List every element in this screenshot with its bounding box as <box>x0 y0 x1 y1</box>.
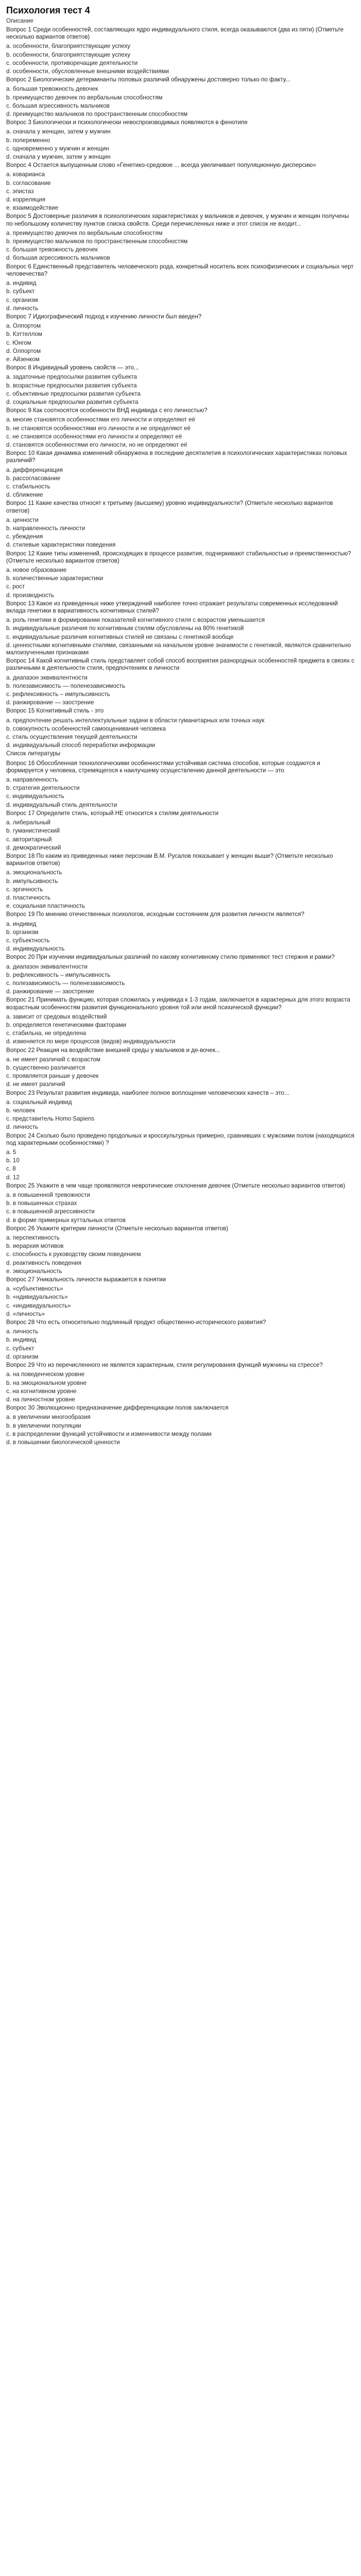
question-block <box>6 26 355 75</box>
question-text: Вопрос 4 Остается выпущенным слово «Генетико-средовое ... всегда увеличивает популяционную дисперсию» <box>6 162 316 169</box>
question-block <box>6 119 355 161</box>
answer-option: d. реактивность поведения <box>6 1259 81 1266</box>
answer-option: b. 10 <box>6 1157 20 1164</box>
answer-option: b. преимущество мальчиков по пространственным способностям <box>6 238 188 245</box>
question-block <box>6 263 355 312</box>
answer-option: c. не становятся особенностями его личности и определяют её <box>6 433 182 440</box>
question-text: Вопрос 6 Единственный представитель человеческого рода, конкретный носитель всех психофизических и социальных черт человечества? <box>6 263 354 277</box>
answer-option: b. особенности, благоприятствующие успеху <box>6 51 131 58</box>
answer-option: d. социальные предпосылки развития субъекта <box>6 398 139 405</box>
answer-option: d. становятся особенностями его личности, но не определяют её <box>6 441 187 448</box>
answer-option: d. личность <box>6 1124 39 1131</box>
answer-option: c. полезависимость — поленезависимость <box>6 979 125 987</box>
question-text: Вопрос 19 По мнению отечественных психологов, исходным состоянием для развития личности является? <box>6 911 304 918</box>
answer-option: d. организм <box>6 1353 39 1360</box>
answer-option: d. большая агрессивность мальчиков <box>6 255 110 262</box>
answer-option: c. способность к руководству своим поведением <box>6 1251 141 1258</box>
answer-option: b. рефлексивность – импульсивность <box>6 971 111 978</box>
answer-option: a. сначала у женщин, затем у мужчин <box>6 128 111 135</box>
answer-option: d. индивидуальность <box>6 945 65 953</box>
question-block <box>6 760 355 809</box>
answer-option: a. задаточные предпосылки развития субъекта <box>6 374 137 381</box>
answer-option: d. ценностными когнитивными стилями, связанными на начальном уровне значимости с генетикой, являются сравнительно малоизученными признаками <box>6 641 351 656</box>
page-subtitle: Описание <box>6 18 33 24</box>
answer-option: d. пластичность <box>6 894 51 901</box>
question-text: Вопрос 12 Какие типы изменений, происходящих в процессе развития, подчеркивают стабильностью и преемственностью? (Отметьте несколько вариантов ответов) <box>6 550 351 564</box>
question-block <box>6 853 355 910</box>
question-text: Вопрос 18 По каким из приведенных ниже персонам В.М. Русалов показывает у женщин выше? (Отметьте несколько вариантов ответов) <box>6 852 333 867</box>
answer-option: c. убеждения <box>6 533 43 540</box>
question-block <box>6 1182 355 1224</box>
answer-option: b. импульсивность <box>6 877 58 885</box>
question-text: Вопрос 23 Результат развития индивида, наиболее полное воплощение человеческих качеств – это... <box>6 1089 289 1096</box>
question-text: Вопрос 3 Биологически и психологически невоспроизводимых появляются в фенотипе <box>6 119 248 126</box>
question-text: Вопрос 2 Биологические детерминанты половых различий обнаружены достоверно только по факту... <box>6 76 290 83</box>
question-text: Вопрос 10 Какая динамика изменений обнаружена в последние десятилетия в психологических характеристиках половых различий? <box>6 450 347 464</box>
answer-option: d. индивидуальный стиль деятельности <box>6 801 117 808</box>
answer-option: c. субъект <box>6 1345 35 1352</box>
answer-option: d. сближение <box>6 492 43 499</box>
answer-option: a. не имеет различий с возрастом <box>6 1056 100 1063</box>
answer-option: d. 12 <box>6 1174 20 1181</box>
answer-option: b. определяется генетическими факторами <box>6 1021 127 1028</box>
answer-option: b. индивид <box>6 1336 37 1344</box>
question-block <box>6 76 355 118</box>
answer-option: a. дифференциация <box>6 466 63 473</box>
answer-option: b. возрастные предпосылки развития субъекта <box>6 382 137 389</box>
answer-option: c. особенности, противоречащие деятельности <box>6 59 138 66</box>
answer-option: d. демократический <box>6 844 61 851</box>
answer-option: b. направленность личности <box>6 524 85 532</box>
question-block <box>6 364 355 406</box>
question-block <box>6 450 355 499</box>
answer-option: c. «индивидуальность» <box>6 1302 71 1309</box>
question-text: Вопрос 15 Когнитивный стиль - это <box>6 707 104 715</box>
answer-option: c. стабильность <box>6 483 50 490</box>
question-text: Вопрос 11 Какие качества относят к третьему (высшему) уровню индивидуальности? (Отметьте несколько вариантов ответов) <box>6 500 333 514</box>
question-block <box>6 707 355 749</box>
question-text: Вопрос 22 Реакция на воздействие внешней среды у мальчиков и де-вочек... <box>6 1046 220 1054</box>
answer-option: b. гуманистический <box>6 827 60 835</box>
question-block <box>6 1319 355 1361</box>
answer-option: e. эмоциональность <box>6 1267 62 1275</box>
answer-option: a. многие становятся особенностями его личности и определяют её <box>6 416 196 423</box>
question-block <box>6 750 355 757</box>
answer-option: d. на личностном уровне <box>6 1396 75 1403</box>
question-text: Вопрос 14 Какой когнитивный стиль представляет собой способ восприятия разнородных особенностей предмета в связях с различными в деятельности стиля, предпочтениях в личности <box>6 657 355 672</box>
answer-option: b. Кэттеллом <box>6 331 42 338</box>
answer-option: c. рост <box>6 583 25 590</box>
answer-option: b. полезависимость — поленезависимость <box>6 682 126 689</box>
question-text: Вопрос 28 Что есть относительно подлинный продукт общественно-исторического развития? <box>6 1319 266 1326</box>
question-block <box>6 1047 355 1089</box>
answer-option: d. особенности, обусловленные внешними воздействиями <box>6 68 169 75</box>
question-block <box>6 1090 355 1131</box>
question-text: Вопрос 9 Как соотносятся особенности ВНД индивида с его личностью? <box>6 407 208 414</box>
answer-option: b. согласование <box>6 179 51 187</box>
answer-option: c. эргичность <box>6 886 43 893</box>
answer-option: e. Айзенком <box>6 355 40 363</box>
answer-option: d. стилевые характеристики поведения <box>6 541 116 549</box>
question-block <box>6 1276 355 1318</box>
answer-option: b. в повышенных страхах <box>6 1200 77 1207</box>
question-block <box>6 313 355 363</box>
answer-option: c. представитель Homo Sapiens <box>6 1115 95 1123</box>
answer-option: c. в повышенной агрессивности <box>6 1208 95 1215</box>
question-block <box>6 500 355 549</box>
answer-option: c. авторитарный <box>6 836 52 843</box>
question-block <box>6 911 355 953</box>
question-block <box>6 213 355 262</box>
answer-option: c. стабильна, не определена <box>6 1030 87 1037</box>
answer-option: a. преимущество девочек по вербальным способностям <box>6 229 163 236</box>
answer-option: d. личность <box>6 304 39 312</box>
answer-option: a. диапазон эквивалентности <box>6 963 88 970</box>
question-text: Список литературы <box>6 750 61 757</box>
question-text: Вопрос 25 Укажите в чем чаще проявляются невротические отклонения девочек (Отметьте несколько вариантов ответов) <box>6 1182 346 1189</box>
answer-option: c. индивидуальные различия когнитивных стилей не связаны с генетикой вообще <box>6 633 234 640</box>
question-text: Вопрос 26 Укажите критерии личности (Отметьте несколько вариантов ответов) <box>6 1225 229 1232</box>
answer-option: e. социальная пластичность <box>6 903 85 910</box>
answer-option: b. человек <box>6 1107 35 1114</box>
question-block <box>6 1132 355 1181</box>
answer-option: a. зависит от средовых воздействий <box>6 1013 107 1020</box>
answer-option: d. производность <box>6 591 54 599</box>
answer-option: a. перспективность <box>6 1234 60 1242</box>
answer-option: d. «личность» <box>6 1310 45 1317</box>
answer-option: b. не становятся особенностями его личности и не определяют её <box>6 425 191 432</box>
answer-option: b. в увеличении популяции <box>6 1422 81 1429</box>
question-block <box>6 954 355 995</box>
answer-option: a. особенности, благоприятствующие успеху <box>6 43 131 50</box>
question-block <box>6 162 355 212</box>
answer-option: b. существенно различается <box>6 1064 85 1071</box>
answer-option: b. «ндивидуальность» <box>6 1294 68 1301</box>
answer-option: b. на эмоциональном уровне <box>6 1379 87 1386</box>
question-text: Вопрос 21 Принимать функцию, которая сложилась у индивида к 1-3 годам, заключается в характерных для этого возраста возрастным особенностям развития функционального уровня той или иной психической функции? <box>6 996 351 1011</box>
answer-option: c. объективные предпосылки развития субъекта <box>6 390 141 397</box>
answer-option: a. личность <box>6 1328 39 1335</box>
answer-option: d. ранжирование — заострение <box>6 699 94 706</box>
answer-option: a. индивид <box>6 920 37 927</box>
answer-option: b. организм <box>6 928 39 936</box>
answer-option: a. в увеличении многообразия <box>6 1414 91 1421</box>
answer-option: d. сначала у мужчин, затем у женщин <box>6 154 111 161</box>
page-title: Психология тест 4 <box>6 5 90 15</box>
question-block <box>6 810 355 852</box>
question-block <box>6 407 355 449</box>
question-text: Вопрос 30 Эволюционно предназначение дифференциации полов заключается <box>6 1404 229 1412</box>
answer-option: d. индивидуальный способ переработки информации <box>6 742 156 749</box>
question-block <box>6 600 355 656</box>
answer-option: c. организм <box>6 296 38 303</box>
question-text: Вопрос 20 При изучении индивидуальных различий по какому когнитивному стилю применяют тест стержня и рамки? <box>6 954 335 961</box>
answer-option: b. стратегия деятельности <box>6 785 80 792</box>
answer-option: d. корреляция <box>6 196 45 204</box>
question-text: Вопрос 27 Уникальность личности выражается в понятии <box>6 1276 166 1283</box>
answer-option: d. преимущество мальчиков по пространственным способностям <box>6 111 188 118</box>
question-text: Вопрос 8 Индивидный уровень свойств — это... <box>6 364 139 371</box>
answer-option: b. иерархия мотивов <box>6 1243 64 1250</box>
answer-option: d. изменяется по мере процессов (видов) индивидуальности <box>6 1038 176 1045</box>
answer-option: d. Олпортом <box>6 347 41 354</box>
question-block <box>6 1362 355 1403</box>
answer-option: a. на поведенческом уровне <box>6 1371 85 1378</box>
answer-option: a. коварианса <box>6 171 45 178</box>
answer-option: a. ценности <box>6 516 39 523</box>
question-text: Вопрос 5 Достоверные различия в психологических характеристиках у мальчиков и девочек, у мужчин и женщин получены по небольшому количеству пунктов списка свойств. Среди перечисленных ниже и этот список не входит... <box>6 213 349 227</box>
answer-option: c. в распределении функций устойчивости и изменчивости между полами <box>6 1430 212 1437</box>
answer-option: b. субъект <box>6 288 35 295</box>
answer-option: c. рефлексивность – импульсивность <box>6 691 110 698</box>
question-block <box>6 1225 355 1275</box>
question-text: Вопрос 24 Сколько было проведено продольных и кросскультурных примерно, сравнивших с мужскими полом (находящихся под характерными особенностями) ? <box>6 1132 355 1146</box>
question-text: Вопрос 29 Что из перечисленного не является характерным, стиля регулирования функций мужчины на стрессе? <box>6 1362 323 1369</box>
answer-option: d. ранжирование — заострение <box>6 988 94 995</box>
questions-list <box>6 26 355 1446</box>
answer-option: d. в форме примерных куттальных ответов <box>6 1216 126 1224</box>
question-block <box>6 657 355 706</box>
answer-option: a. большая тревожность девочек <box>6 86 98 93</box>
question-block <box>6 550 355 599</box>
question-text: Вопрос 7 Идиографический подход к изучению личности был введен? <box>6 313 202 320</box>
answer-option: a. «субъективность» <box>6 1285 63 1293</box>
answer-option: b. попеременно <box>6 137 50 144</box>
question-text: Вопрос 17 Определите стиль, который НЕ относится к стилям деятельности <box>6 809 219 817</box>
answer-option: c. стиль осуществления текущей деятельности <box>6 734 137 741</box>
question-text: Вопрос 16 Обособленная технологическими особенностями устойчивая система способов, которые создаются и формируется у человека, стремящегося к наилучшему осуществлению данной деятельности — это <box>6 759 320 774</box>
answer-option: c. 8 <box>6 1165 16 1173</box>
answer-option: a. предпочтение решать интеллектуальные задачи в области гуманитарных или точных наук <box>6 717 265 724</box>
answer-option: a. направленность <box>6 776 58 784</box>
answer-option: a. диапазон эквивалентности <box>6 674 88 681</box>
question-text: Вопрос 13 Какое из приведенных ниже утверждений наиболее точно отражает результаты современных исследований вклада генетики в вариативность когнитивных стилей? <box>6 600 338 615</box>
answer-option: a. 5 <box>6 1149 16 1156</box>
answer-option: b. рассогласование <box>6 474 61 482</box>
answer-option: b. преимущество девочек по вербальным способностям <box>6 94 163 101</box>
answer-option: b. совокупность особенностей самооценивания человека <box>6 725 166 732</box>
answer-option: c. эпистаз <box>6 188 34 195</box>
answer-option: b. количественные характеристики <box>6 575 104 582</box>
question-block <box>6 996 355 1045</box>
question-text: Вопрос 1 Среди особенностей, составляющих ядро индивидуального стиля, всегда оказываются (два из пяти) (Отметьте несколько вариантов ответов) <box>6 26 344 41</box>
answer-option: c. большая тревожность девочек <box>6 246 98 253</box>
answer-option: a. в повышенной тревожности <box>6 1192 90 1199</box>
answer-option: d. не имеет различий <box>6 1081 65 1088</box>
answer-option: d. в повышении биологической ценности <box>6 1438 120 1446</box>
answer-option: b. индивидуальные различия по когнитивным стилям обусловлены на 80% генетикой <box>6 625 244 632</box>
answer-option: c. на когнитивном уровне <box>6 1387 77 1395</box>
question-block <box>6 1404 355 1446</box>
answer-option: a. Олпортом <box>6 323 41 330</box>
answer-option: a. индивид <box>6 280 37 287</box>
answer-option: c. проявляется раньше у девочек <box>6 1073 99 1080</box>
answer-option: a. социальный индивид <box>6 1098 72 1106</box>
answer-option: c. субъектность <box>6 937 50 944</box>
answer-option: c. одновременно у мужчин и женщин <box>6 145 109 152</box>
answer-option: a. эмоциональность <box>6 869 62 876</box>
answer-option: e. взаимодействие <box>6 205 59 212</box>
answer-option: a. либеральный <box>6 819 51 826</box>
answer-option: c. индивидуальность <box>6 793 64 800</box>
answer-option: a. роль генетики в формировании показателей когнитивного стиля с возрастом уменьшается <box>6 617 265 624</box>
answer-option: a. новое образование <box>6 567 67 573</box>
answer-option: c. большая агрессивность мальчиков <box>6 102 110 109</box>
answer-option: c. Юнгом <box>6 339 31 346</box>
